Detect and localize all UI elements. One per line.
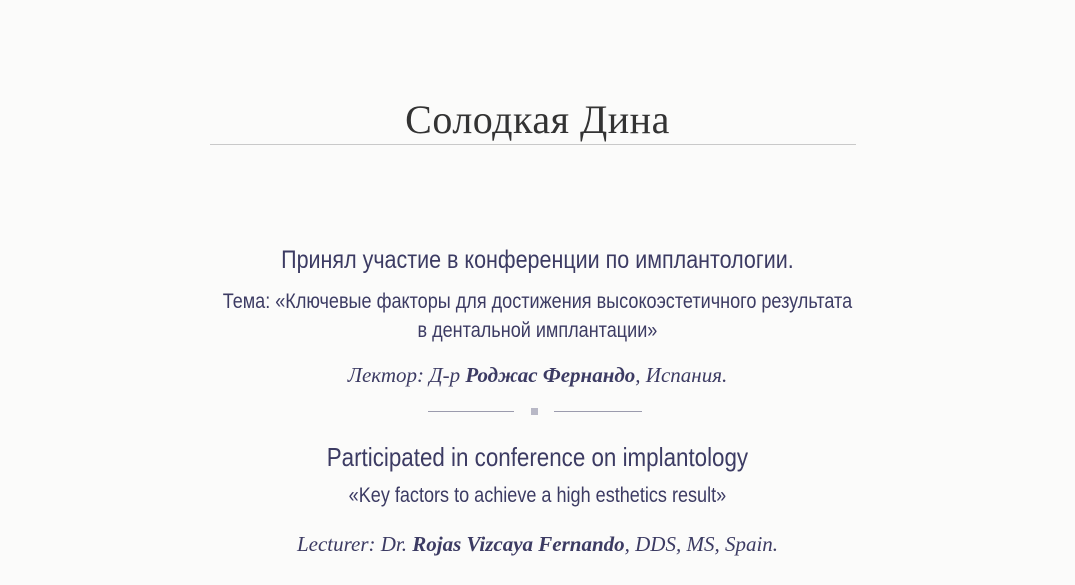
ru-participation-heading: Принял участие в конференции по имплантологии. [281,246,794,274]
divider-line-left [428,411,514,412]
section-divider [428,406,678,418]
recipient-name: Солодкая Дина [405,97,670,142]
ru-lecturer-name: Роджас Фернандо [465,363,636,387]
ru-lecturer-prefix: Лектор: Д-р [347,363,466,387]
en-lecturer-suffix: , DDS, MS, Spain. [624,532,779,556]
divider-ornament [531,408,538,415]
name-underline [210,144,856,145]
en-lecturer-prefix: Lecturer: Dr. [296,532,413,556]
ru-lecturer-suffix: , Испания. [635,363,728,387]
ru-topic-line-1: Тема: «Ключевые факторы для достижения высокоэстетичного результата [222,290,853,313]
divider-line-right [554,411,642,412]
ru-topic [75,287,1000,345]
ru-lecturer [0,363,1075,388]
en-lecturer-name: Rojas Vizcaya Fernando [412,532,625,556]
en-topic: «Key factors to achieve a high esthetics result» [348,484,727,507]
en-participation-heading: Participated in conference on implantology [326,442,749,472]
en-lecturer [0,532,1075,557]
ru-topic-line-2: в дентальной имплантации» [417,319,658,342]
